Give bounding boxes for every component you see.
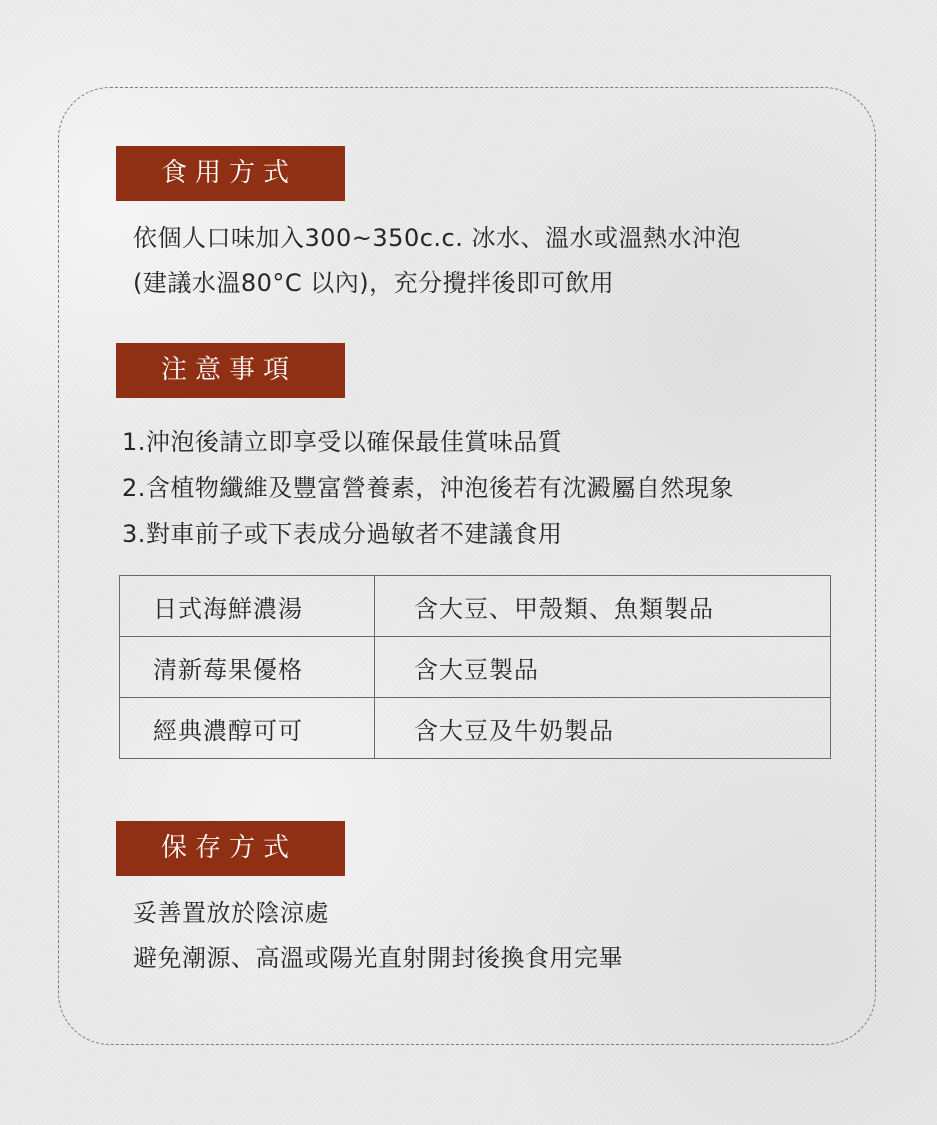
note-item-3: 3.對車前子或下表成分過敏者不建議食用: [122, 520, 563, 548]
flavor-cell: 日式海鮮濃湯: [120, 576, 375, 637]
notes-section-title: 注意事項: [116, 343, 345, 398]
allergen-cell: 含大豆製品: [375, 637, 831, 698]
note-item-2: 2.含植物纖維及豐富營養素，沖泡後若有沈澱屬自然現象: [122, 474, 734, 502]
usage-line-2: (建議水溫80°C 以內)，充分攪拌後即可飲用: [133, 269, 615, 297]
usage-line-1: 依個人口味加入300~350c.c. 冰水、溫水或溫熱水沖泡: [133, 224, 742, 252]
storage-line-1: 妥善置放於陰涼處: [133, 899, 329, 927]
note-item-1: 1.沖泡後請立即享受以確保最佳賞味品質: [122, 428, 563, 456]
flavor-cell: 清新莓果優格: [120, 637, 375, 698]
storage-section-title: 保存方式: [116, 821, 345, 876]
table-row: [120, 637, 831, 698]
allergen-cell: 含大豆及牛奶製品: [375, 698, 831, 759]
usage-instructions: [133, 216, 741, 306]
table-row: [120, 576, 831, 637]
storage-line-2: 避免潮源、高溫或陽光直射開封後換食用完畢: [133, 944, 623, 972]
allergen-table: [119, 575, 831, 759]
usage-section-title: 食用方式: [116, 146, 345, 201]
notes-list: [122, 419, 734, 557]
table-row: [120, 698, 831, 759]
storage-instructions: [133, 891, 623, 981]
flavor-cell: 經典濃醇可可: [120, 698, 375, 759]
allergen-cell: 含大豆、甲殼類、魚類製品: [375, 576, 831, 637]
